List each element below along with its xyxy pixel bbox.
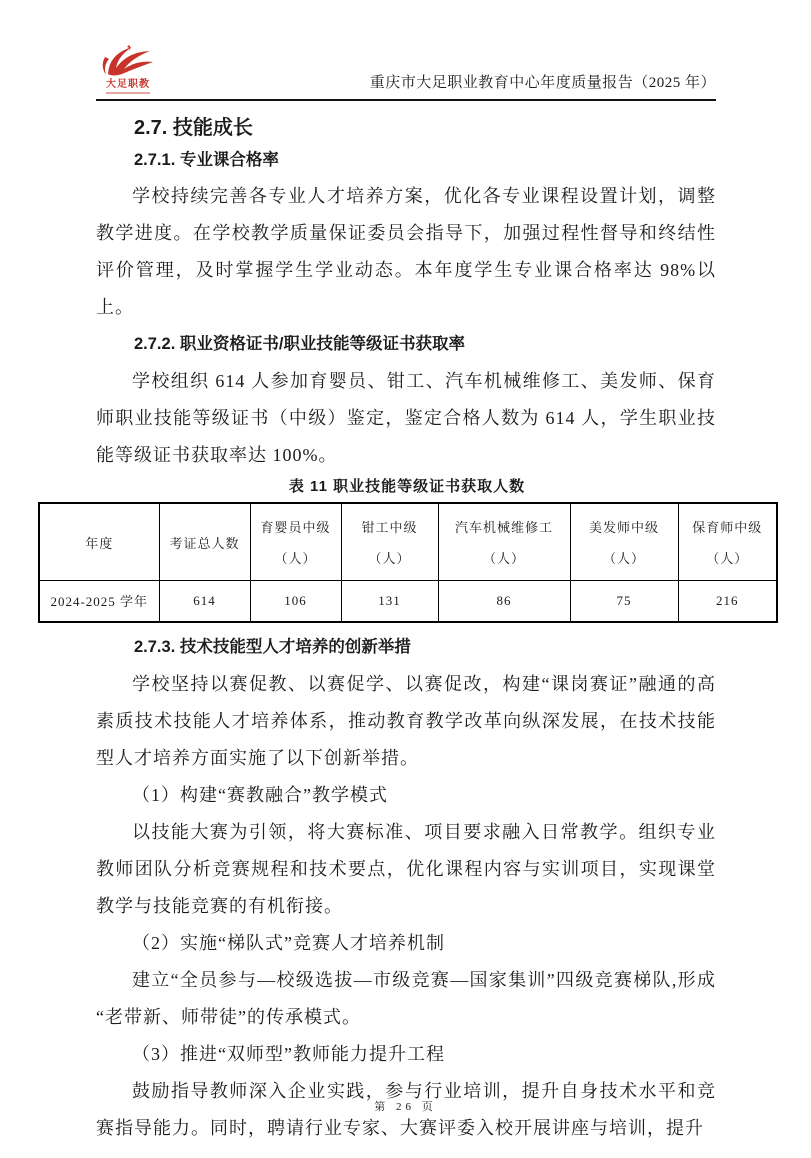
page-number: 第 26 页	[374, 1101, 437, 1113]
col-header-fitter: 钳工中级 （人）	[341, 503, 438, 581]
paragraph-2-7-1: 学校持续完善各专业人才培养方案，优化各专业课程设置计划，调整教学进度。在学校教学质量保证委员会指导下，加强过程性督导和终结性评价管理，及时掌握学生学业动态。本年度学生专业课合格率达 98%以上。	[96, 186, 716, 317]
item-2-paragraph: 建立“全员参与—校级选拔—市级竞赛—国家集训”四级竞赛梯队,形成“老带新、师带徒”的传承模式。	[96, 969, 716, 1027]
page-header	[96, 0, 716, 101]
item-2-title: （2）实施“梯队式”竞赛人才培养机制	[132, 932, 445, 953]
document-title: 重庆市大足职业教育中心年度质量报告（2025 年）	[369, 75, 716, 91]
cell-fitter: 131	[341, 581, 438, 622]
cell-childcare: 216	[678, 581, 777, 622]
page-content	[50, 113, 763, 1147]
col-header-total: 考证总人数	[159, 503, 250, 581]
cell-auto-mechanic: 86	[438, 581, 570, 622]
paragraph-2-7-2: 学校组织 614 人参加育婴员、钳工、汽车机械维修工、美发师、保育师职业技能等级证书（中级）鉴定，鉴定合格人数为 614 人，学生职业技能等级证书获取率达 100%。	[96, 371, 716, 465]
col-header-nursery: 育婴员中级 （人）	[250, 503, 341, 581]
certificate-table	[38, 502, 778, 623]
item-3-paragraph: 鼓励指导教师深入企业实践，参与行业培训，提升自身技术水平和竞赛指导能力。同时，聘请行业专家、大赛评委入校开展讲座与培训，提升	[96, 1080, 716, 1138]
col-header-hairdresser: 美发师中级 （人）	[570, 503, 678, 581]
subsection-heading-2-7-3: 2.7.3. 技术技能型人才培养的创新举措	[134, 637, 411, 656]
table-header-row	[39, 503, 777, 581]
subsection-heading-2-7-1: 2.7.1. 专业课合格率	[134, 151, 279, 169]
item-3-title: （3）推进“双师型”教师能力提升工程	[132, 1043, 445, 1064]
item-1-paragraph: 以技能大赛为引领，将大赛标准、项目要求融入日常教学。组织专业教师团队分析竞赛规程和技术要点，优化课程内容与实训项目，实现课堂教学与技能竞赛的有机衔接。	[96, 821, 716, 916]
table-row	[39, 581, 777, 622]
paragraph-2-7-3: 学校坚持以赛促教、以赛促学、以赛促改，构建“课岗赛证”融通的高素质技术技能人才培养体系，推动教育教学改革向纵深发展，在技术技能型人才培养方面实施了以下创新举措。	[96, 673, 716, 768]
logo-subline	[106, 92, 150, 94]
phoenix-logo-icon	[96, 44, 160, 80]
certificate-table-block	[38, 474, 776, 623]
col-header-year: 年度	[39, 503, 159, 581]
item-1-title: （1）构建“赛教融合”教学模式	[132, 784, 388, 805]
school-logo	[96, 44, 160, 94]
col-header-childcare: 保育师中级 （人）	[678, 503, 777, 581]
cell-total: 614	[159, 581, 250, 622]
cell-nursery: 106	[250, 581, 341, 622]
col-header-auto-mechanic: 汽车机械维修工 （人）	[438, 503, 570, 581]
subsection-heading-2-7-2: 2.7.2. 职业资格证书/职业技能等级证书获取率	[134, 335, 465, 353]
section-heading-2-7: 2.7. 技能成长	[134, 117, 253, 139]
table-caption: 表 11 职业技能等级证书获取人数	[288, 478, 526, 495]
cell-year: 2024-2025 学年	[39, 581, 159, 622]
cell-hairdresser: 75	[570, 581, 678, 622]
logo-text: 大足职教	[106, 79, 150, 90]
